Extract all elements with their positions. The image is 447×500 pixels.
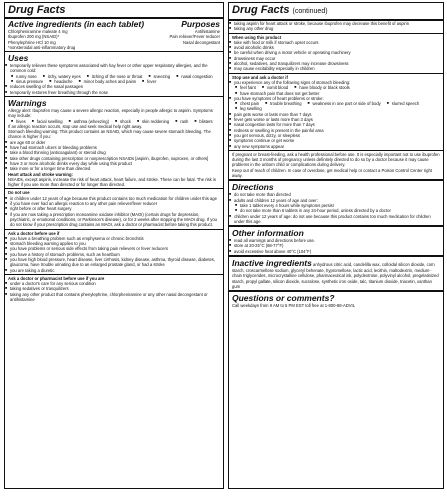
list-item: ■ right before or after heart surgery xyxy=(5,206,223,211)
list-item: ■ drowsiness may occur xyxy=(229,56,443,61)
uses-more xyxy=(5,84,223,95)
symptom-item: ■ weakness in one part or side of body xyxy=(308,101,381,106)
warnings-header: Warnings xyxy=(8,97,47,108)
directions-items xyxy=(229,192,443,203)
symptom-item: ■ vomit blood xyxy=(262,85,288,90)
stop-use-header: Stop use and ask a doctor if xyxy=(232,74,288,80)
symptom-item: ■ trouble breathing xyxy=(265,101,301,106)
stop-heart-intro: ■ you have symptoms of heart problems or stroke: xyxy=(229,96,443,101)
list-item: ■ you have a history of stomach problems, such as heartburn xyxy=(5,252,223,257)
symptom-item: ■ asthma (wheezing) xyxy=(69,119,109,124)
when-using-items xyxy=(229,40,443,72)
list-item: ■ nasal congestion lasts for more than 7 days xyxy=(229,122,443,127)
list-item: ■ take more or for a longer time than directed xyxy=(5,166,223,171)
list-item: ■ take a blood thinning (anticoagulant) or steroid drug xyxy=(5,150,223,155)
allergy-after: If an allergic reaction occurs, stop use and seek medical help right away. xyxy=(8,123,143,129)
list-item: ■ you are taking a diuretic xyxy=(5,268,223,273)
heart-warning: NSAIDs, except aspirin, increase the risk of heart attack, heart failure, and stroke. These can be fatal. The risk is higher if you use more than directed or for longer than directed. xyxy=(8,176,216,188)
list-item: ■ take 1 tablet every 4 hours while symptoms persist xyxy=(229,203,443,208)
symptom-item: ■ slurred speech xyxy=(387,101,419,106)
list-item: ■ have 3 or more alcoholic drinks every day while using this product xyxy=(5,161,223,166)
symptom-item: ■ chest pain xyxy=(235,101,259,106)
symptom-item: ■ shock xyxy=(115,119,131,124)
panel-title: Drug Facts xyxy=(5,3,223,19)
other-information-items xyxy=(229,238,443,254)
list-item: ■ fever gets worse or lasts more than 3 days xyxy=(229,117,443,122)
ingredient-purpose: Pain reliever/Fever reducer xyxy=(169,34,220,40)
directions-sub-items xyxy=(229,203,443,214)
do-not-use-items xyxy=(5,196,223,228)
ingredient-name: Ibuprofen 200 mg (NSAID)* xyxy=(8,34,60,40)
list-item: ■ are age 60 or older xyxy=(5,140,223,145)
when-using-header: When using this product xyxy=(232,34,282,40)
symptom-item: ■ headache xyxy=(49,79,72,84)
symptom-item: ■ skin reddening xyxy=(137,119,169,124)
list-item: ■ if you have ever had an allergic reaction to any other pain reliever/fever reducer xyxy=(5,201,223,206)
list-item: ■ take with food or milk if stomach upset occurs xyxy=(229,40,443,45)
symptom-item: ■ runny nose xyxy=(11,74,37,79)
list-item: ■ store at 20-25°C (68-77°F) xyxy=(229,243,443,248)
stop-heart-signs xyxy=(229,101,443,112)
list-item: ■ have had stomach ulcers or bleeding problems xyxy=(5,145,223,150)
list-item: ■ symptoms continue or get worse xyxy=(229,138,443,143)
list-item: ■ any new symptoms appear xyxy=(229,144,443,149)
keep-out-of-reach: Keep out of reach of children. In case of overdose, get medical help or contact a Poison Control Center right away. xyxy=(232,167,432,179)
ask-pharmacist-header: Ask a doctor or pharmacist before use if you are xyxy=(8,275,105,281)
symptom-item: ■ feel faint xyxy=(235,85,256,90)
uses-intro: ■ temporarily relieves these symptoms associated with hay fever or other upper respiratory allergies, and the common cold: xyxy=(5,63,223,74)
stop-bleeding-signs xyxy=(229,85,443,96)
stop-intro: ■ you experience any of the following signs of stomach bleeding: xyxy=(229,80,443,85)
list-item: ■ take other drugs containing prescription or nonprescription NSAIDs [aspirin, ibuprofen, naproxen, or others] xyxy=(5,156,223,161)
symptom-item: ■ leg swelling xyxy=(235,106,262,111)
stomach-warning: Stomach bleeding warning: This product contains an NSAID, which may cause severe stomach bleeding. The chance is higher if you: xyxy=(8,129,211,140)
symptom-item: ■ hives xyxy=(11,119,26,124)
panel-title-continued: Drug Facts (continued) xyxy=(229,3,443,21)
drug-facts-panel-right xyxy=(228,2,444,489)
drug-facts-panel-left xyxy=(4,2,224,489)
list-item: ■ you have a breathing problem such as emphysema or chronic bronchitis xyxy=(5,236,223,241)
list-item: ■ under a doctor's care for any serious condition xyxy=(5,281,223,286)
list-item: ■ temporarily restores freer breathing through the nose xyxy=(5,90,223,95)
symptom-item: ■ itchy, watery eyes xyxy=(43,74,81,79)
other-information-header: Other information xyxy=(232,228,304,239)
continued-items xyxy=(229,21,443,32)
allergy-alert: Allergy alert: Ibuprofen may cause a severe allergic reaction, especially in people allergic to aspirin. Symptoms may include: xyxy=(8,107,213,119)
symptom-item: ■ blisters xyxy=(194,119,212,124)
list-item: ■ pain gets worse or lasts more than 7 days xyxy=(229,112,443,117)
symptom-item: ■ sinus pressure xyxy=(11,79,43,84)
list-item: ■ do not take more than 6 tablets in any 24-hour period, unless directed by a doctor xyxy=(229,208,443,213)
questions-header: Questions or comments? xyxy=(232,293,335,304)
directions-children: ■ children under 12 years of age: do not use because this product contains too much medication for children under this age xyxy=(229,214,443,225)
list-item: ■ may cause excitability especially in children xyxy=(229,66,443,71)
list-item: ■ be careful when driving a motor vehicle or operating machinery xyxy=(229,50,443,55)
list-item: ■ stomach bleeding warning applies to you xyxy=(5,241,223,246)
ingredients-list xyxy=(5,29,223,45)
ask-doctor-header: Ask a doctor before use if xyxy=(8,230,60,236)
ask-pharmacist-items xyxy=(5,281,223,302)
ingredient-name: Chlorpheniramine maleate 4 mg xyxy=(8,29,68,34)
list-item: ■ avoid alcoholic drinks xyxy=(229,45,443,50)
symptom-item: ■ minor body aches and pains xyxy=(79,79,136,84)
list-item: ■ you have problems or serious side effects from taking pain relievers or fever reducers xyxy=(5,246,223,251)
list-item: ■ if you are now taking a prescription monoamine oxidase inhibitor (MAOI) (certain drugs for depression, psychiatric, or emotional conditions, or Parkinson's disease), or for 2 weeks after stopping the MAOI drug. If you do not know if your prescription drug contains an MAOI, ask a doctor or pharmacist before taking this product. xyxy=(5,212,223,228)
symptom-item: ■ have stomach pain that does not get better xyxy=(235,91,319,96)
questions-text: Call weekdays from 9 AM to 5 PM EST toll free at 1-800-88-ADVIL xyxy=(232,303,356,309)
symptom-item: ■ nasal congestion xyxy=(176,74,212,79)
nsaid-note: *nonsteroidal anti-inflammatory drug xyxy=(8,44,76,50)
list-item: ■ taking aspirin for heart attack or stroke, because ibuprofen may decrease this benefit of aspirin xyxy=(229,21,443,26)
list-item: ■ do not take more than directed xyxy=(229,192,443,197)
symptom-item: ■ itching of the nose or throat xyxy=(87,74,143,79)
list-item: ■ read all warnings and directions before use. xyxy=(229,238,443,243)
uses-symptoms xyxy=(5,74,223,85)
symptom-item: ■ facial swelling xyxy=(32,119,63,124)
inactive-ingredients: Inactive ingredients anhydrous citric acid, candelilla wax, colloidal silicon dioxide, corn starch, croscarmellose sodium, glyceryl behenate, hypromellose, lactic acid, lecithin, maltodextrin, medium-chain triglycerides, microcrystalline cellulose, pharmaceutical ink, polydextrose, polyvinyl alcohol, pregelatinized starch, propyl gallate, silicon dioxide, sucralose, synthetic iron oxide, talc, titanium dioxide, triacetin, xanthan gum xyxy=(232,257,439,289)
list-item: ■ alcohol, sedatives, and tranquilizers may increase drowsiness xyxy=(229,61,443,66)
symptom-item: ■ have bloody or black stools xyxy=(294,85,350,90)
list-item: ■ you get nervous, dizzy, or sleepless xyxy=(229,133,443,138)
ingredient-name: Phenylephrine HCl 10 mg xyxy=(8,39,56,45)
list-item: ■ redness or swelling is present in the painful area xyxy=(229,128,443,133)
active-ingredients-header: Active ingredients (in each tablet) Purposes xyxy=(8,19,220,29)
pregnancy-warning: If pregnant or breast-feeding, ask a health professional before use. It is especially important not to use ibuprofen during the last 3 months of pregnancy unless definitely directed to do so by a doctor because it may cause problems in the unborn child or complications during delivery. xyxy=(232,151,440,168)
heart-header: Heart attack and stroke warning: xyxy=(8,171,73,177)
symptom-item: ■ sneezing xyxy=(148,74,170,79)
ingredient-purpose: Antihistamine xyxy=(194,29,220,34)
list-item: ■ you have high blood pressure, heart disease, liver cirrhosis, kidney disease, asthma, thyroid disease, diabetes, glaucoma, have trouble urinating due to an enlarged prostate gland, or had a stroke xyxy=(5,257,223,268)
list-item: ■ adults and children 12 years of age and over: xyxy=(229,198,443,203)
symptom-item: ■ fever xyxy=(142,79,156,84)
list-item: ■ taking any other drug xyxy=(229,26,443,31)
ingredient-purpose: Nasal decongestant xyxy=(182,39,220,45)
stomach-items xyxy=(5,140,223,172)
symptom-item: ■ rash xyxy=(175,119,188,124)
uses-header: Uses xyxy=(8,53,29,64)
directions-header: Directions xyxy=(232,182,274,193)
list-item: ■ taking sedatives or tranquilizers xyxy=(5,286,223,291)
list-item: ■ avoid excessive heat above 40°C (104°F) xyxy=(229,249,443,254)
list-item: ■ taking any other product that contains phenylephrine, chlorpheniramine or any other nasal decongestant or antihistamine xyxy=(5,292,223,303)
ask-doctor-items xyxy=(5,236,223,273)
list-item: ■ in children under 12 years of age because this product contains too much medication for children under this age xyxy=(5,196,223,201)
do-not-use-header: Do not use xyxy=(8,190,30,196)
list-item: ■ reduces swelling of the nasal passages xyxy=(5,84,223,89)
stop-more-items xyxy=(229,112,443,149)
